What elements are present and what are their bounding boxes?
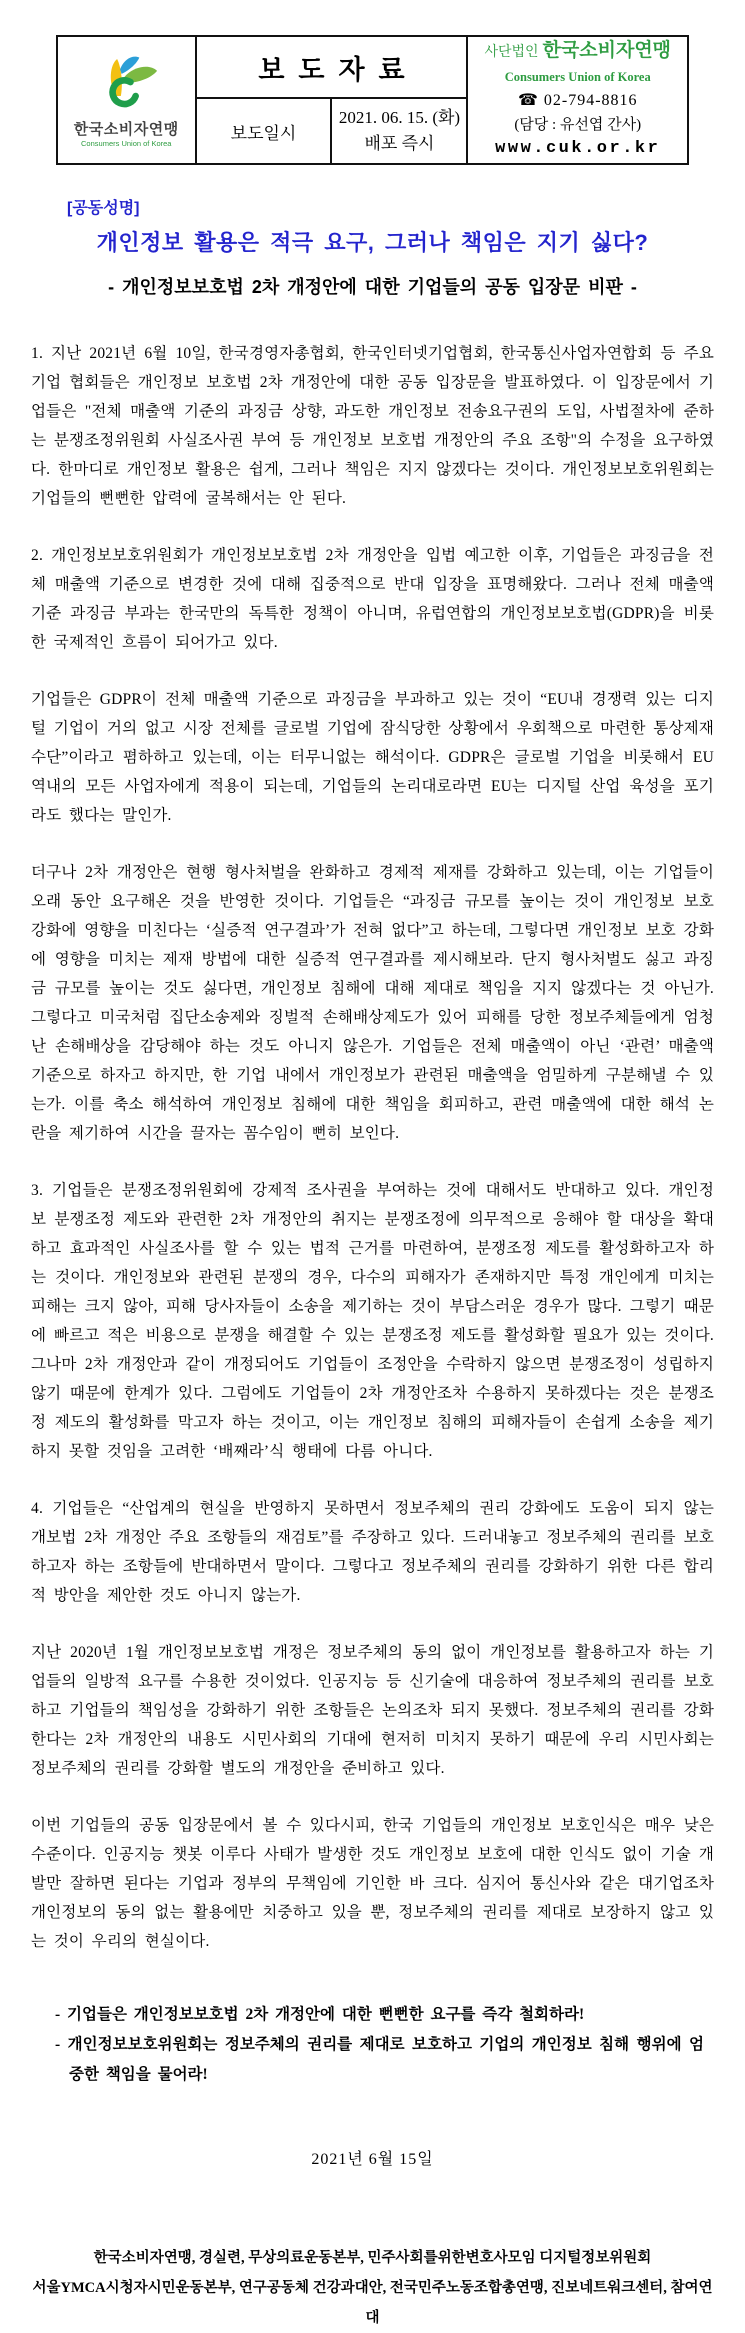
doc-type-cell	[196, 36, 468, 98]
signatory-line-1: 한국소비자연맹, 경실련, 무상의료운동본부, 민주사회를위한변호사모임 디지털정보위원회	[93, 2250, 652, 2266]
document-date: 2021년 6월 15일	[311, 2151, 434, 2168]
paragraph-1: 1. 지난 2021년 6월 10일, 한국경영자총협회, 한국인터넷기업협회, 한국통신사업자연합회 등 주요 기업 협회들은 개인정보 보호법 2차 개정안에 대한 공동 입장문을 발표하였다. 이 입장문에서 기업들은 "전체 매출액 기준의 과징금 상향, 과도한 개인정보 전송요구권의 도입, 사법절차에 준하는 분쟁조정위원회 사실조사권 부여 등 개인정보 보호법 개정안의 주요 조항"의 수정을 요구하였다. 한마디로 개인정보 활용은 쉽게, 그러나 책임은 지지 않겠다는 것이다. 개인정보보호위원회는 기업들의 뻔뻔한 압력에 굴복해서는 안 된다.	[31, 345, 714, 507]
signatory-line-2: 서울YMCA시청자시민운동본부, 연구공동체 건강과대안, 전국민주노동조합총연맹, 진보네트워크센터, 참여연대	[32, 2280, 713, 2326]
phone-number: ☎ 02-794-8816	[517, 92, 638, 109]
doc-type-title: 보도자료	[258, 54, 419, 85]
header-table	[56, 35, 689, 165]
paragraph-6: 4. 기업들은 “산업계의 현실을 반영하지 못하면서 정보주체의 권리 강화에도 도움이 되지 않는 개보법 2차 개정안 주요 조항들의 재검토”를 주장하고 있다. 드러내놓고 정보주체의 권리를 보호하고자 하는 조항들에 반대하면서 말이다. 그렇다고 정보주체의 권리를 강화하기 위한 다른 합리적 방안을 제안한 것도 아니지 않는가.	[31, 1500, 714, 1604]
org-name-line	[470, 39, 685, 65]
paragraph-2: 2. 개인정보보호위원회가 개인정보보호법 2차 개정안을 입법 예고한 이후, 기업들은 과징금을 전체 매출액 기준으로 변경한 것에 대해 집중적으로 반대 입장을 표명해왔다. 그러나 전체 매출액 기준 과징금 부과는 한국만의 독특한 정책이 아니며, 유럽연합의 개인정보보호법(GDPR)을 비롯한 국제적인 흐름이 되어가고 있다.	[31, 547, 714, 651]
title-block	[31, 195, 714, 299]
paragraph-4: 더구나 2차 개정안은 현행 형사처벌을 완화하고 경제적 제재를 강화하고 있는데, 이는 기업들이 오래 동안 요구해온 것을 반영한 것이다. 기업들은 “과징금 규모를 높이는 것이 개인정보 보호 강화에 영향을 미친다는 ‘실증적 연구결과’가 전혀 없다”고 하는데, 그렇다면 개인정보 보호 강화에 영향을 미치는 제재 방법에 대한 실증적 연구결과를 제시해보라. 단지 형사처벌도 싫고 과징금 규모를 높이는 것도 싫다면, 개인정보 침해에 대해 제대로 책임을 지지 않겠다는 것 아닌가. 그렇다고 미국처럼 집단소송제와 징벌적 손해배상제도가 있어 피해를 당한 정보주체들에게 엄청난 손해배상을 감당해야 하는 것도 아니지 않은가. 기업들은 전체 매출액이 아닌 ‘관련’ 매출액 기준으로 하자고 하지만, 한 기업 내에서 개인정보가 관련된 매출액을 엄밀하게 구분해낼 수 있는가. 이를 축소 해석하여 개인정보 침해에 대한 책임을 회피하고, 관련 매출액에 대한 해석 논란을 제기하여 시간을 끌자는 꼼수임이 뻔히 보인다.	[31, 864, 714, 1142]
signatory-organizations	[31, 2243, 714, 2333]
paragraph-8: 이번 기업들의 공동 입장문에서 볼 수 있다시피, 한국 기업들의 개인정보 보호인식은 매우 낮은 수준이다. 인공지능 챗봇 이루다 사태가 발생한 것도 개인정보 보호에 대한 인식도 없이 기술 개발만 잘하면 된다는 기업과 정부의 무책임에 기인한 바 크다. 심지어 통신사와 같은 대기업조차 개인정보의 동의 없는 활용에만 치중하고 있을 뿐, 정보주체의 권리를 제대로 보장하지 않고 있는 것이 우리의 현실이다.	[31, 1817, 714, 1950]
page-subtitle: - 개인정보보호법 2차 개정안에 대한 기업들의 공동 입장문 비판 -	[108, 277, 637, 297]
release-date-label: 보도일시	[230, 123, 297, 143]
page-title: 개인정보 활용은 적극 요구, 그러나 책임은 지기 싫다?	[96, 230, 649, 255]
org-name-korean: 한국소비자연맹	[542, 40, 672, 61]
release-date: 2021. 06. 15. (화)	[338, 108, 461, 127]
paragraph-3: 기업들은 GDPR이 전체 매출액 기준으로 과징금을 부과하고 있는 것이 “EU내 경쟁력 있는 디지털 기업이 거의 없고 시장 전체를 글로벌 기업에 잠식당한 상황에서 우회책으로 마련한 통상제재 수단”이라고 폄하하고 있는데, 이는 터무니없는 해석이다. GDPR은 글로벌 기업을 비롯해서 EU 역내의 모든 사업자에게 적용이 되는데, 기업들의 논리대로라면 EU는 디지털 산업 육성을 포기라도 했다는 말인가.	[31, 691, 714, 824]
contact-person: (담당 : 유선엽 간사)	[514, 117, 642, 133]
demand-item-2: - 개인정보보호위원회는 정보주체의 권리를 제대로 보호하고 기업의 개인정보 침해 행위에 엄중한 책임을 물어라!	[55, 2036, 704, 2083]
org-info-cell	[467, 36, 688, 164]
body-text	[31, 339, 714, 1956]
org-name-english: Consumers Union of Korea	[504, 70, 651, 84]
website-url: www.cuk.or.kr	[495, 139, 661, 158]
demands-list	[31, 2000, 714, 2090]
release-timing: 배포 즉시	[364, 134, 435, 153]
org-type-prefix: 사단법인	[484, 45, 539, 60]
release-date-value-cell	[331, 98, 467, 164]
paragraph-5: 3. 기업들은 분쟁조정위원회에 강제적 조사권을 부여하는 것에 대해서도 반대하고 있다. 개인정보 분쟁조정 제도와 관련한 2차 개정안의 취지는 분쟁조정에 의무적으로 응해야 할 대상을 확대하고 효과적인 사실조사를 할 수 있는 법적 근거를 마련하여, 분쟁조정 제도를 활성화하고자 하는 것이다. 개인정보와 관련된 분쟁의 경우, 다수의 피해자가 존재하지만 특정 개인에게 미치는 피해는 크지 않아, 피해 당사자들이 소송을 제기하는 것이 부담스러운 경우가 많다. 그렇기 때문에 빠르고 적은 비용으로 분쟁을 해결할 수 있는 분쟁조정 제도를 활성화할 필요가 있는 것이다. 그나마 2차 개정안과 같이 개정되어도 기업들이 조정안을 수락하지 않으면 분쟁조정이 성립하지 않기 때문에 한계가 있다. 그럼에도 기업들이 2차 개정안조차 수용하지 못하겠다는 것은 분쟁조정 제도의 활성화를 막고자 하는 것이고, 이는 개인정보 침해의 피해자들이 손쉽게 소송을 제기하지 못할 것임을 고려한 ‘배째라’식 행태에 다름 아니다.	[31, 1182, 714, 1460]
logo-cell	[57, 36, 196, 164]
logo-caption-korean: 한국소비자연맹	[73, 120, 179, 138]
release-date-label-cell	[196, 98, 332, 164]
paragraph-7: 지난 2020년 1월 개인정보보호법 개정은 정보주체의 동의 없이 개인정보를 활용하고자 하는 기업들의 일방적 요구를 수용한 것이었다. 인공지능 등 신기술에 대응하여 정보주체의 권리를 보호하고 기업들의 책임성을 강화하기 위한 조항들은 논의조차 되지 못했다. 정보주체의 권리를 강화한다는 2차 개정안의 내용도 시민사회의 기대에 현저히 미치지 못하기 때문에 우리 시민사회는 정보주체의 권리를 강화할 별도의 개정안을 준비하고 있다.	[31, 1644, 714, 1777]
cuk-logo-icon	[89, 53, 163, 116]
demand-item-1: - 기업들은 개인정보보호법 2차 개정안에 대한 뻔뻔한 요구를 즉각 철회하라!	[55, 2006, 585, 2023]
logo-caption-english: Consumers Union of Korea	[81, 138, 172, 148]
statement-tag: [공동성명]	[67, 200, 140, 217]
